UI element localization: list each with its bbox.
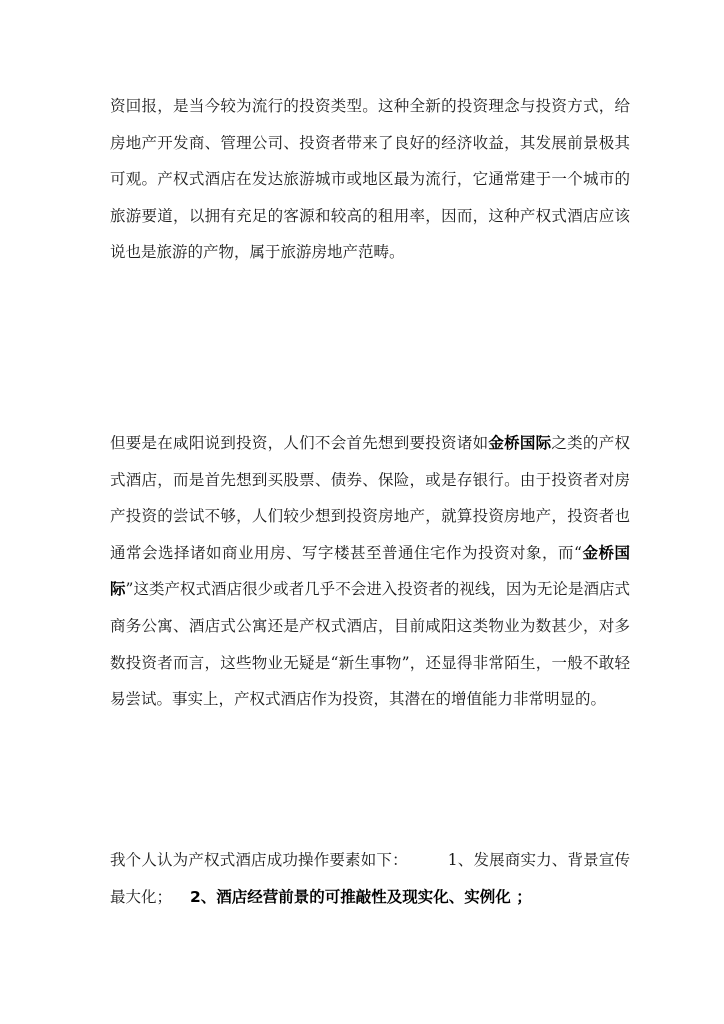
paragraph-1: 资回报，是当今较为流行的投资类型。这种全新的投资理念与投资方式，给房地产开发商、管理公司、投资者带来了良好的经济收益，其发展前景极其可观。产权式酒店在发达旅游城市或地区最为流行，它通常建于一个城市的旅游要道，以拥有充足的客源和较高的租用率，因而，这种产权式酒店应该说也是旅游的产物，属于旅游房地产范畴。 xyxy=(110,97,630,262)
paragraph-3 xyxy=(110,842,630,915)
paragraph-3-intro: 我个人认为产权式酒店成功操作要素如下： xyxy=(110,851,408,869)
paragraph-2 xyxy=(110,425,630,718)
paragraph-2-text-1: 但要是在咸阳说到投资，人们不会首先想到要投资诸如 xyxy=(110,434,489,452)
brand-name-2: 金桥国际 xyxy=(110,543,630,599)
list-item-2: 2、酒店经营前景的可推敲性及现实化、实例化 ； xyxy=(190,887,532,906)
paragraph-2-text-3: ”这类产权式酒店很少或者几乎不会进入投资者的视线，因为无论是酒店式商务公寓、酒店式公寓还是产权式酒店，目前咸阳这类物业为数甚少，对多数投资者而言，这些物业无疑是“新生事物”，还显得非常陌生，一般不敢轻易尝试。事实上，产权式酒店作为投资，其潜在的增值能力非常明显的。 xyxy=(110,580,630,709)
paragraph-2-text-2: 之类的产权式酒店，而是首先想到买股票、债券、保险，或是存银行。由于投资者对房产投资的尝试不够，人们较少想到投资房地产，就算投资房地产，投资者也通常会选择诸如商业用房、写字楼甚至普通住宅作为投资对象，而“ xyxy=(110,434,630,562)
list-item-1: 1、发展商实力、背景宣传最大化； xyxy=(110,851,630,906)
brand-name-1: 金桥国际 xyxy=(488,434,552,452)
